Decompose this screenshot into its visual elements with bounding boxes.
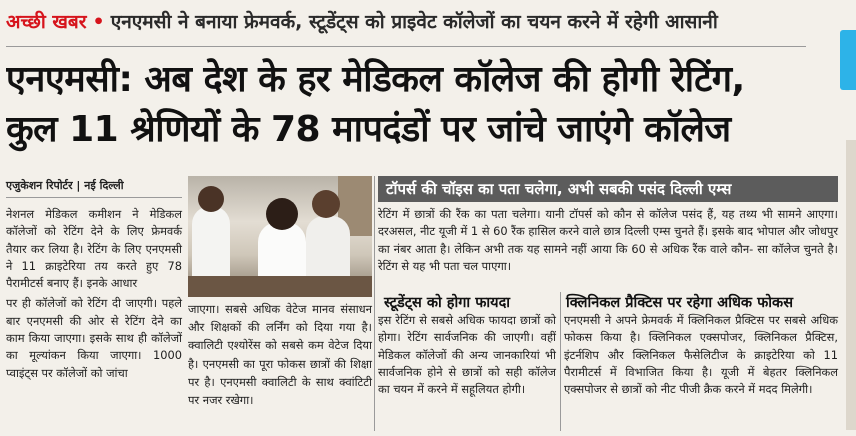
article-column-left <box>6 206 182 385</box>
news-photo <box>188 176 372 297</box>
column-divider <box>560 292 561 431</box>
article-paragraph: पर ही कॉलेजों को रेटिंग दी जाएगी। पहले बार एनएमसी की ओर से रेटिंग देने का काम किया जाएगा। इसके साथ ही कॉलेजों का मूल्यांकन किया जाएगा। 1000 प्वाइंट्स पर कॉलेजों को जांचा <box>6 296 182 380</box>
subsection-students-text: इस रेटिंग से सबसे अधिक फायदा छात्रों को होगा। रेटिंग सार्वजनिक की जाएगी। वहीं मेडिकल कॉलेजों की अन्य जानकारियां भी सार्वजनिक होने से छात्रों को सही कॉलेज का चयन में करने में सहूलियत होगी। <box>378 313 556 397</box>
edge-strip <box>846 140 856 430</box>
sidebar-heading: टॉपर्स की चॉइस का पता चलेगा, अभी सबकी पसंद दिल्ली एम्स <box>378 176 838 202</box>
edge-tab <box>840 30 856 90</box>
kicker-divider <box>6 46 806 47</box>
kicker-label: अच्छी खबर <box>6 11 87 33</box>
photo-person-head <box>266 198 298 230</box>
subsection-clinical-text: एनएमसी ने अपने फ्रेमवर्क में क्लिनिकल प्रैक्टिस पर सबसे अधिक फोकस किया है। क्लिनिकल एक्सपोजर, क्लिनिकल प्रैक्टिस, इंटर्नशिप और क्लिनिकल फैसेलिटीज के क्राइटेरिया को 11 पैरामीटर्स में विभाजित किया है। यूजी में बेहतर क्लिनिकल एक्सपोजर से छात्रों को नीट पीजी क्रैक करने में मदद मिलेगी। <box>564 313 838 397</box>
headline-line-1: एनएमसी: अब देश के हर मेडिकल कॉलेज की होगी रेटिंग, <box>6 59 745 100</box>
photo-person-head <box>312 190 340 218</box>
byline: एजुकेशन रिपोर्टर | नई दिल्ली <box>6 178 182 198</box>
photo-desk <box>188 276 372 297</box>
column-divider <box>374 176 375 431</box>
subheading-clinical-practice: क्लिनिकल प्रैक्टिस पर रहेगा अधिक फोकस <box>566 295 793 311</box>
subheading-students-benefit: स्टूडेंट्स को होगा फायदा <box>384 295 511 311</box>
kicker-text: एनएमसी ने बनाया फ्रेमवर्क, स्टूडेंट्स को प्राइवेट कॉलेजों का चयन करने में रहेगी आसानी <box>110 11 718 33</box>
kicker-bullet: • <box>92 11 105 33</box>
sidebar-text: रेटिंग में छात्रों की रैंक का पता चलेगा। यानी टॉपर्स को कौन से कॉलेज पसंद हैं, यह तथ्य भी सामने आएगा। दरअसल, नीट यूजी में 1 से 60 रैंक हासिल करने वाले छात्र दिल्ली एम्स चुनते हैं। इसके बाद भोपाल और जोधपुर का नंबर आता है। लेकिन अभी तक यह सामने नहीं आया कि 60 से अधिक रैंक वाले कौन- सा कॉलेज चुनते है। रेटिंग से यह भी पता चल पाएगा। <box>378 207 838 273</box>
headline <box>6 55 816 155</box>
article-paragraph: नेशनल मेडिकल कमीशन ने मेडिकल कॉलेजों को रेटिंग देने के लिए फ्रेमवर्क तैयार कर लिया है। रेटिंग के लिए एनएमसी ने 11 क्राइटेरिया तय करते हुए 78 पैरामीटर्स बनाए हैं। इनके आधार <box>6 207 182 291</box>
photo-person-head <box>198 186 224 212</box>
article-column-middle: जाएगा। सबसे अधिक वेटेज मानव संसाधन और शिक्षकों की लर्निंग को दिया गया है। क्वालिटी एश्योरेंस को सबसे कम वेटेज दिया है। एनएमसी का पूरा फोकस छात्रों की शिक्षा पर है। एनएमसी क्वालिटी के साथ क्वांटिटी पर नजर रखेगा। <box>188 302 372 408</box>
kicker <box>6 8 806 42</box>
headline-line-2: कुल 11 श्रेणियों के 78 मापदंडों पर जांचे जाएंगे कॉलेज <box>6 109 731 150</box>
